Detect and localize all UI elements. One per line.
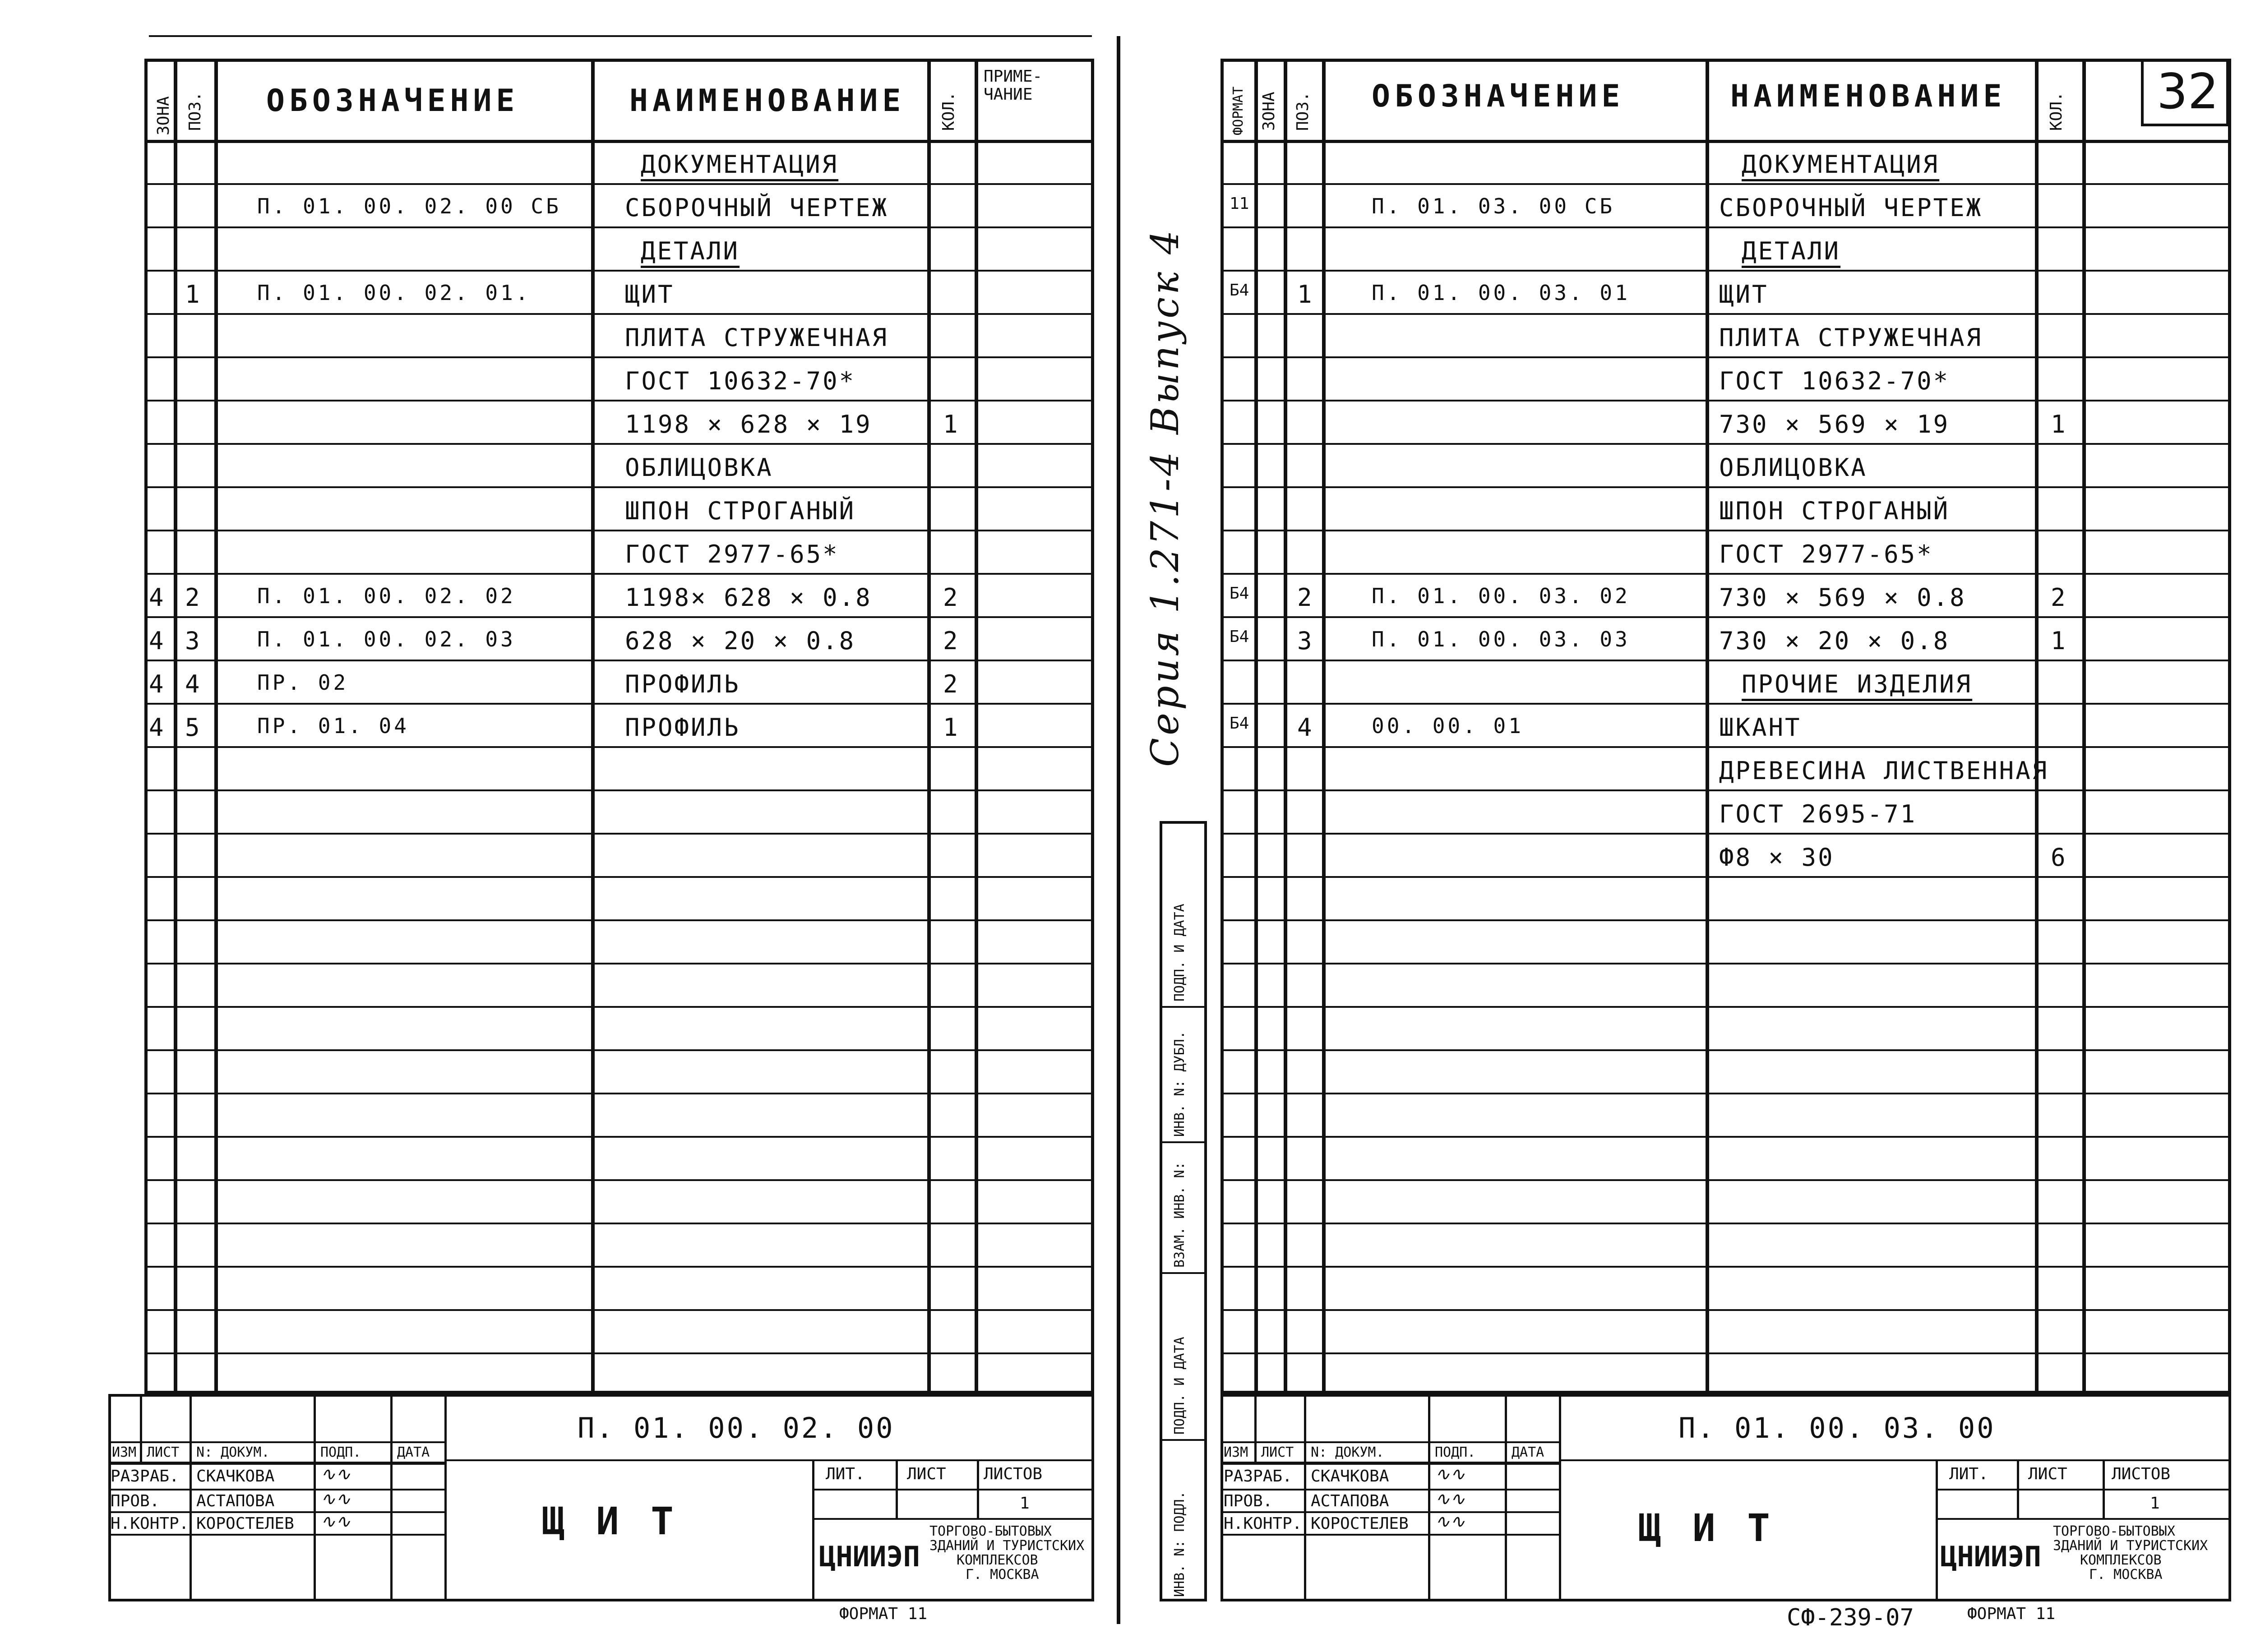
left-data-label: ДАТА (397, 1444, 430, 1460)
designation-cell: ПР. 02 (257, 670, 349, 695)
right-podp-label: ПОДП. (1435, 1444, 1476, 1460)
row-divider (1220, 1223, 2231, 1224)
right-spec-sheet (1119, 0, 2256, 1652)
designation-cell: ПР. 01. 04 (257, 714, 409, 738)
row-divider (144, 703, 1094, 705)
name-cell: ПРОФИЛЬ (625, 670, 740, 698)
signature-icon: ∿∿ (1435, 1511, 1465, 1532)
left-org-logo: ЦНИИЭП (819, 1540, 920, 1573)
row-divider (144, 963, 1094, 964)
name-cell: 1198× 628 × 0.8 (625, 583, 872, 612)
designation-cell: 00. 00. 01 (1372, 714, 1524, 738)
section-heading: ДЕТАЛИ (641, 237, 740, 265)
side-label-3: ВЗАМ. ИНВ. N: (1172, 1162, 1188, 1268)
designation-cell: П. 01. 00. 02. 02 (257, 584, 516, 608)
row-divider (1220, 876, 2231, 878)
row-divider (144, 746, 1094, 748)
row-divider (144, 919, 1094, 921)
pos-cell: 2 (185, 583, 202, 612)
right-ndoc-label: N: ДОКУМ. (1311, 1444, 1384, 1460)
format-cell: Б4 (1230, 714, 1249, 733)
format-cell: 11 (1230, 194, 1249, 213)
row-divider (1220, 833, 2231, 835)
right-org-line-3: КОМПЛЕКСОВ (2080, 1552, 2162, 1568)
qty-cell: 2 (2051, 583, 2066, 612)
zone-cell: 4 (149, 713, 166, 742)
row-divider (1220, 1309, 2231, 1311)
row-divider (144, 356, 1094, 358)
left-sheet-label: ЛИСТ (907, 1465, 946, 1483)
row-divider (1220, 183, 2231, 185)
qty-header: КОЛ. (939, 92, 958, 131)
format-cell: Б4 (1230, 628, 1249, 646)
signature-icon: ∿∿ (320, 1511, 351, 1532)
format-cell: Б4 (1230, 281, 1249, 300)
left-doc-title: Щ И Т (541, 1499, 678, 1543)
right-doc-title: Щ И Т (1638, 1506, 1775, 1550)
name-cell: 730 × 569 × 19 (1719, 410, 1950, 438)
row-divider (144, 573, 1094, 575)
row-divider (144, 1352, 1094, 1354)
right-sheets-label: ЛИСТОВ (2112, 1465, 2171, 1483)
row-divider (1220, 356, 2231, 358)
pos-cell: 4 (1297, 713, 1314, 742)
right-lit-label: ЛИТ. (1949, 1465, 1988, 1483)
row-divider (144, 400, 1094, 401)
row-divider (144, 1049, 1094, 1051)
pos-cell: 3 (185, 627, 202, 655)
right-role-1: РАЗРАБ. (1224, 1467, 1292, 1486)
name-cell: Ф8 × 30 (1719, 843, 1835, 872)
page-number: 32 (2157, 64, 2219, 120)
designation-cell: П. 01. 00. 02. 01. (257, 281, 531, 305)
row-divider (1220, 1136, 2231, 1138)
row-divider (1220, 1266, 2231, 1268)
left-role-1: РАЗРАБ. (111, 1467, 179, 1486)
name-cell: 730 × 569 × 0.8 (1719, 583, 1966, 612)
designation-cell: П. 01. 03. 00 СБ (1372, 194, 1615, 218)
section-heading: ДЕТАЛИ (1742, 237, 1841, 265)
name-cell: 730 × 20 × 0.8 (1719, 627, 1950, 655)
left-ndoc-label: N: ДОКУМ. (196, 1444, 270, 1460)
pos-cell: 1 (185, 280, 202, 309)
left-sheets-value: 1 (1020, 1494, 1030, 1513)
series-note: Серия 1.271-4 Выпуск 4 (1143, 227, 1187, 767)
row-divider (144, 1136, 1094, 1138)
signature-icon: ∿∿ (320, 1489, 351, 1509)
right-sheet-label: ЛИСТ (2028, 1465, 2067, 1483)
row-divider (1220, 1093, 2231, 1094)
zone-cell: 4 (149, 670, 166, 698)
side-label-5: ПОДП. И ДАТА (1172, 904, 1188, 1001)
side-label-2: ПОДП. И ДАТА (1172, 1337, 1188, 1435)
pos-cell: 3 (1297, 627, 1314, 655)
left-role-2: ПРОВ. (111, 1492, 160, 1510)
row-divider (1220, 226, 2231, 228)
left-podp-label: ПОДП. (320, 1444, 361, 1460)
row-divider (144, 876, 1094, 878)
row-divider (144, 226, 1094, 228)
qty-cell: 1 (2051, 410, 2066, 438)
right-org-logo: ЦНИИЭП (1940, 1540, 2041, 1573)
qty-cell: 1 (2051, 627, 2066, 655)
pos-cell: 1 (1297, 280, 1314, 309)
right-role-2: ПРОВ. (1224, 1492, 1273, 1510)
pos-header-right: ПОЗ. (1294, 92, 1312, 131)
name-cell: 628 × 20 × 0.8 (625, 627, 856, 655)
qty-cell: 1 (943, 713, 958, 742)
left-org-line-3: КОМПЛЕКСОВ (957, 1552, 1038, 1568)
right-org-line-2: ЗДАНИЙ И ТУРИСТСКИХ (2053, 1538, 2208, 1554)
right-doc-code: П. 01. 00. 03. 00 (1678, 1412, 1996, 1444)
name-cell: ШПОН СТРОГАНЫЙ (625, 497, 856, 525)
left-spec-sheet (0, 0, 1119, 1652)
row-divider (1220, 443, 2231, 445)
right-album-code: СФ-239-07 (1787, 1604, 1914, 1631)
pos-cell: 5 (185, 713, 202, 742)
left-org-line-2: ЗДАНИЙ И ТУРИСТСКИХ (929, 1538, 1085, 1554)
zone-cell: 4 (149, 583, 166, 612)
right-role-3: Н.КОНТР. (1224, 1514, 1302, 1533)
left-role-1-name: СКАЧКОВА (196, 1467, 275, 1486)
zone-cell: 4 (149, 627, 166, 655)
row-divider (144, 1093, 1094, 1094)
row-divider (144, 789, 1094, 791)
section-heading: ДОКУМЕНТАЦИЯ (1742, 150, 1940, 179)
name-cell: ГОСТ 2977-65* (625, 540, 839, 568)
row-divider (1220, 530, 2231, 531)
pos-header: ПОЗ. (186, 92, 204, 131)
left-role-3-name: КОРОСТЕЛЕВ (196, 1514, 294, 1533)
right-format-label: ФОРМАТ 11 (1967, 1605, 2056, 1623)
row-divider (144, 530, 1094, 531)
row-divider (144, 313, 1094, 315)
pos-cell: 2 (1297, 583, 1314, 612)
left-org-line-4: Г. МОСКВА (966, 1567, 1039, 1583)
name-cell: ЩИТ (1719, 280, 1769, 309)
signature-icon: ∿∿ (320, 1464, 351, 1485)
row-divider (144, 1266, 1094, 1268)
row-divider (1220, 746, 2231, 748)
row-divider (144, 1179, 1094, 1181)
qty-cell: 2 (943, 670, 958, 698)
designation-cell: П. 01. 00. 03. 02 (1372, 584, 1630, 608)
name-cell: СБОРОЧНЫЙ ЧЕРТЕЖ (625, 194, 889, 222)
row-divider (1220, 573, 2231, 575)
name-cell: ГОСТ 2977-65* (1719, 540, 1933, 568)
designation-header: ОБОЗНАЧЕНИЕ (266, 83, 519, 119)
format-cell: Б4 (1230, 584, 1249, 603)
left-role-3: Н.КОНТР. (111, 1514, 189, 1533)
name-cell: 1198 × 628 × 19 (625, 410, 872, 438)
left-org-line-1: ТОРГОВО-БЫТОВЫХ (929, 1523, 1052, 1539)
note-header: ПРИМЕ-ЧАНИЕ (984, 67, 1043, 104)
left-role-2-name: АСТАПОВА (196, 1492, 275, 1510)
right-izm-label: ИЗМ (1224, 1444, 1248, 1460)
designation-header-right: ОБОЗНАЧЕНИЕ (1372, 78, 1625, 114)
row-divider (144, 270, 1094, 272)
right-list-label: ЛИСТ (1261, 1444, 1294, 1460)
name-cell: ПЛИТА СТРУЖЕЧНАЯ (625, 323, 889, 352)
right-role-1-name: СКАЧКОВА (1311, 1467, 1389, 1486)
row-divider (144, 1223, 1094, 1224)
name-cell: ПРОФИЛЬ (625, 713, 740, 742)
row-divider (144, 833, 1094, 835)
row-divider (144, 616, 1094, 618)
side-label-4: ИНВ. N: ДУБЛ. (1172, 1031, 1188, 1137)
section-heading: ПРОЧИЕ ИЗДЕЛИЯ (1742, 670, 1973, 698)
right-org-line-4: Г. МОСКВА (2089, 1567, 2163, 1583)
designation-cell: П. 01. 00. 02. 00 СБ (257, 194, 561, 218)
qty-cell: 2 (943, 627, 958, 655)
right-sheets-value: 1 (2150, 1494, 2160, 1513)
row-divider (1220, 270, 2231, 272)
row-divider (144, 486, 1094, 488)
format-header: ФОРМАТ (1230, 86, 1246, 135)
name-cell: ОБЛИЦОВКА (1719, 453, 1868, 482)
designation-cell: П. 01. 00. 03. 03 (1372, 627, 1630, 651)
row-divider (1220, 963, 2231, 964)
qty-header-right: КОЛ. (2047, 92, 2066, 131)
right-org-line-1: ТОРГОВО-БЫТОВЫХ (2053, 1523, 2175, 1539)
row-divider (1220, 703, 2231, 705)
signature-icon: ∿∿ (1435, 1464, 1465, 1485)
row-divider (144, 660, 1094, 661)
name-cell: ГОСТ 10632-70* (625, 367, 856, 395)
name-header: НАИМЕНОВАНИЕ (629, 83, 906, 119)
section-heading: ДОКУМЕНТАЦИЯ (641, 150, 839, 179)
row-divider (1220, 789, 2231, 791)
designation-cell: П. 01. 00. 03. 01 (1372, 281, 1630, 305)
right-data-label: ДАТА (1512, 1444, 1544, 1460)
row-divider (1220, 1179, 2231, 1181)
row-divider (1220, 919, 2231, 921)
pos-cell: 4 (185, 670, 202, 698)
row-divider (144, 1309, 1094, 1311)
row-divider (1220, 1006, 2231, 1008)
name-cell: ГОСТ 2695-71 (1719, 800, 1917, 828)
right-role-3-name: КОРОСТЕЛЕВ (1311, 1514, 1409, 1533)
zone-header: ЗОНА (154, 96, 173, 135)
row-divider (1220, 486, 2231, 488)
row-divider (1220, 660, 2231, 661)
row-divider (144, 183, 1094, 185)
right-role-2-name: АСТАПОВА (1311, 1492, 1389, 1510)
qty-cell: 2 (943, 583, 958, 612)
left-doc-code: П. 01. 00. 02. 00 (578, 1412, 895, 1444)
name-cell: СБОРОЧНЫЙ ЧЕРТЕЖ (1719, 194, 1983, 222)
left-sheets-label: ЛИСТОВ (984, 1465, 1043, 1483)
row-divider (1220, 616, 2231, 618)
qty-cell: 6 (2051, 843, 2066, 872)
left-format-label: ФОРМАТ 11 (839, 1605, 928, 1623)
name-cell: ШКАНТ (1719, 713, 1802, 742)
name-cell: ШПОН СТРОГАНЫЙ (1719, 497, 1950, 525)
zone-header-right: ЗОНА (1260, 92, 1278, 131)
left-list-label: ЛИСТ (147, 1444, 180, 1460)
name-cell: ДРЕВЕСИНА ЛИСТВЕННАЯ (1719, 757, 2049, 785)
row-divider (1220, 1049, 2231, 1051)
left-lit-label: ЛИТ. (826, 1465, 865, 1483)
row-divider (144, 443, 1094, 445)
name-cell: ЩИТ (625, 280, 675, 309)
row-divider (1220, 1352, 2231, 1354)
name-cell: ПЛИТА СТРУЖЕЧНАЯ (1719, 323, 1983, 352)
row-divider (1220, 400, 2231, 401)
name-cell: ГОСТ 10632-70* (1719, 367, 1950, 395)
qty-cell: 1 (943, 410, 958, 438)
designation-cell: П. 01. 00. 02. 03 (257, 627, 516, 651)
side-label-1: ИНВ. N: ПОДЛ. (1172, 1491, 1188, 1597)
signature-icon: ∿∿ (1435, 1489, 1465, 1509)
row-divider (144, 1006, 1094, 1008)
name-cell: ОБЛИЦОВКА (625, 453, 773, 482)
row-divider (1220, 313, 2231, 315)
name-header-right: НАИМЕНОВАНИЕ (1730, 78, 2006, 114)
left-izm-label: ИЗМ (112, 1444, 137, 1460)
